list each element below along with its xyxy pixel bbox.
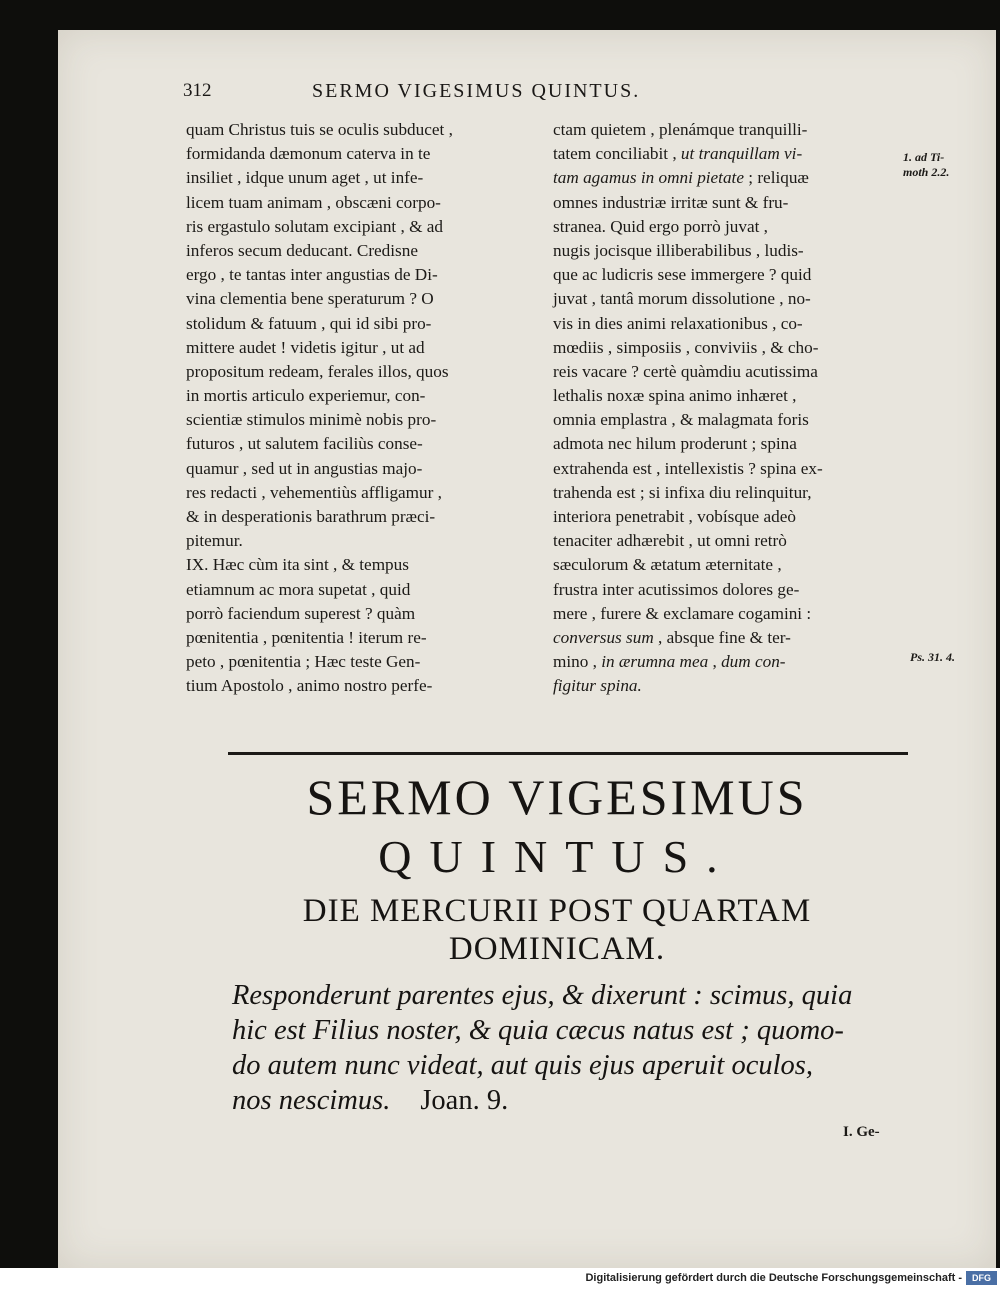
catchword: I. Ge- (843, 1124, 880, 1140)
text-line: ergo , te tantas inter angustias de Di- (186, 265, 438, 285)
text-line: conversus sum , absque fine & ter- (553, 627, 791, 647)
text-line: licem tuam animam , obscæni corpo- (186, 192, 441, 212)
scripture-reference: Joan. 9. (420, 1085, 509, 1116)
text-line: mere , furere & exclamare cogamini : (553, 603, 812, 623)
sermon-subtitle-line2: DOMINICAM. (448, 931, 666, 967)
text-line: omnia emplastra , & malagmata foris (553, 410, 809, 430)
text-line: trahenda est ; si infixa diu relinquitur, (553, 482, 812, 502)
text-line: res redacti , vehementiùs affligamur , (186, 482, 442, 502)
text-line: vina clementia bene speraturum ? O (186, 289, 434, 309)
text-line: propositum redeam, ferales illos, quos (186, 361, 449, 381)
sermon-subtitle (226, 892, 888, 968)
text-line: mœdiis , simposiis , conviviis , & cho- (553, 337, 819, 357)
sermon-title-line1: SERMO VIGESIMUS (306, 769, 808, 825)
text-line: & in desperationis barathrum præci- (186, 507, 436, 526)
text-line: stranea. Quid ergo porrò juvat , (553, 216, 768, 236)
text-line: vis in dies animi relaxationibus , co- (553, 313, 803, 333)
margin-note-reference (903, 150, 949, 180)
text-line: IX. Hæc cùm ita sint , & tempus (186, 555, 409, 575)
text-line: scientiæ stimulos minimè nobis pro- (186, 410, 437, 430)
text-line: peto , pœnitentia ; Hæc teste Gen- (186, 652, 421, 672)
text-line: admota nec hilum proderunt ; spina (553, 434, 797, 454)
quote-line: Responderunt parentes ejus, & dixerunt : scimus, quia (232, 980, 853, 1011)
text-line: que ac ludicris sese immergere ? quid (553, 265, 812, 285)
text-line: etiamnum ac mora supetat , quid (186, 579, 411, 599)
funding-credit: Digitalisierung gefördert durch die Deutsche Forschungsgemeinschaft - (585, 1272, 962, 1284)
page-number: 312 (183, 80, 212, 101)
text-line: mino , in ærumna mea , dum con- (553, 652, 786, 672)
text-line: frustra inter acutissimos dolores ge- (553, 579, 800, 599)
text-line: quamur , sed ut in angustias majo- (186, 458, 423, 478)
text-line: pitemur. (186, 531, 243, 551)
text-line: futuros , ut salutem faciliùs conse- (186, 434, 423, 454)
margin-note-line: 1. ad Ti- (903, 150, 945, 164)
text-line: insiliet , idque unum aget , ut infe- (186, 168, 424, 188)
text-line: ctam quietem , plenámque tranquilli- (553, 120, 808, 139)
text-line: formidanda dæmonum caterva in te (186, 144, 431, 164)
text-line: omnes industriæ irritæ sunt & fru- (553, 192, 789, 212)
text-line: reis vacare ? certè quàmdiu acutissima (553, 361, 818, 381)
scripture-quote (232, 978, 922, 1118)
text-line: tatem conciliabit , ut tranquillam vi- (553, 144, 803, 164)
sermon-title-line2: QUINTUS. (378, 831, 736, 882)
quote-line: hic est Filius noster, & quia cæcus natus est ; quomo- (232, 1015, 844, 1046)
text-line: interiora penetrabit , vobísque adeò (553, 507, 796, 526)
text-line: porrò faciendum superest ? quàm (186, 603, 416, 623)
quote-line-last (232, 1083, 922, 1118)
running-title: SERMO VIGESIMUS QUINTUS. (312, 80, 641, 102)
text-line: lethalis noxæ spina animo inhæret , (553, 386, 797, 406)
dfg-logo: DFG (966, 1271, 997, 1285)
sermon-subtitle-line1: DIE MERCURII POST QUARTAM (302, 893, 812, 929)
text-line: in mortis articulo experiemur, con- (186, 386, 426, 406)
text-line: tam agamus in omni pietate ; reliquæ (553, 168, 809, 188)
margin-note-psalm: Ps. 31. 4. (910, 650, 955, 664)
text-line: extrahenda est , intellexistis ? spina ex- (553, 458, 823, 478)
text-line: inferos secum deducant. Credisne (186, 240, 418, 260)
text-line: pœnitentia , pœnitentia ! iterum re- (186, 627, 427, 647)
text-line: juvat , tantâ morum dissolutione , no- (553, 289, 811, 309)
digitization-footer (0, 1268, 1000, 1289)
text-line: mittere audet ! videtis igitur , ut ad (186, 337, 425, 357)
section-divider (228, 752, 908, 755)
margin-note-line: moth 2.2. (903, 165, 950, 179)
text-line: tium Apostolo , animo nostro perfe- (186, 676, 433, 696)
text-line: nugis jocisque illiberabilibus , ludis- (553, 240, 804, 260)
quote-line-end: nos nescimus. (232, 1085, 391, 1116)
text-line: stolidum & fatuum , qui id sibi pro- (186, 313, 432, 333)
text-line: quam Christus tuis se oculis subducet , (186, 120, 453, 139)
text-line: sæculorum & ætatum æternitate , (553, 555, 782, 575)
right-text-column (553, 118, 905, 699)
text-line: tenaciter adhærebit , ut omni retrò (553, 531, 787, 551)
text-line: figitur spina. (553, 676, 642, 696)
text-line: ris ergastulo solutam excipiant , & ad (186, 216, 443, 236)
left-text-column (186, 118, 536, 699)
quote-line: do autem nunc videat, aut quis ejus aperuit oculos, (232, 1050, 814, 1081)
